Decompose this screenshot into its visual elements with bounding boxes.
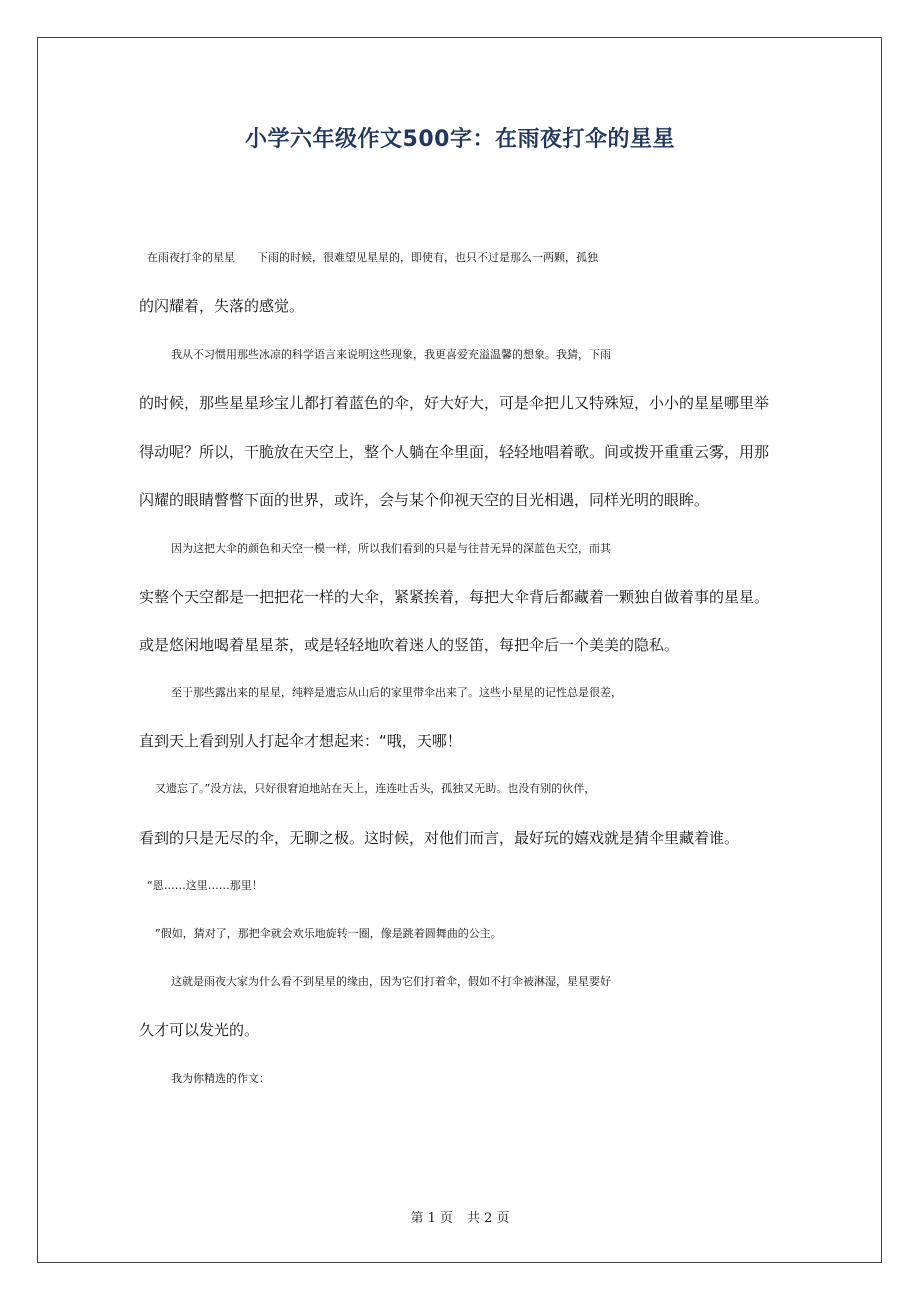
text-line: 至于那些露出来的星星，纯粹是遗忘从山后的家里带伞出来了。这些小星星的记性总是很差， (171, 686, 622, 699)
text-line: 直到天上看到别人打起伞才想起来：“哦，天哪！ (139, 732, 462, 750)
text-line: “恩……这里……那里！ (147, 879, 263, 892)
page-total: 共 2 页 (467, 1211, 510, 1226)
text-line: 得动呢？所以，干脆放在天空上，整个人躺在伞里面，轻轻地唱着歌。间或拨开重重云雾，用那 (139, 443, 770, 461)
text-line: 的闪耀着，失落的感觉。 (139, 297, 305, 315)
text-line: 闪耀的眼睛瞥瞥下面的世界，或许，会与某个仰视天空的目光相遇，同样光明的眼眸。 (139, 491, 710, 509)
text-line: ”假如，猜对了，那把伞就会欢乐地旋转一圈，像是跳着圆舞曲的公主。 (155, 927, 502, 940)
text-line: 我为你精选的作文： (171, 1072, 270, 1085)
text-line: 又遗忘了。”没方法，只好很窘迫地站在天上，连连吐舌头，孤独又无助。也没有别的伙伴， (155, 782, 596, 795)
text-line: 因为这把大伞的颜色和天空一模一样，所以我们看到的只是与往昔无异的深蓝色天空，而其 (171, 542, 611, 555)
text-line: 的时候，那些星星珍宝儿都打着蓝色的伞，好大好大，可是伞把儿又特殊短，小小的星星哪里举 (139, 394, 770, 412)
text-line: 或是悠闲地喝着星星茶，或是轻轻地吹着迷人的竖笛，每把伞后一个美美的隐私。 (139, 636, 680, 654)
text-line: 久才可以发光的。 (139, 1021, 260, 1039)
text-line: 看到的只是无尽的伞，无聊之极。这时候，对他们而言，最好玩的嬉戏就是猜伞里藏着谁。 (139, 829, 740, 847)
text-line: 这就是雨夜大家为什么看不到星星的缘由，因为它们打着伞，假如不打伞被淋湿，星星要好 (171, 975, 611, 988)
page-number: 第 1 页 (410, 1211, 453, 1226)
text-line: 在雨夜打伞的星星 下雨的时候，很难望见星星的，即使有，也只不过是那么一两颗，孤独 (147, 251, 598, 264)
document-title: 小学六年级作文500字：在雨夜打伞的星星 (245, 127, 675, 152)
text-line: 实整个天空都是一把把花一样的大伞，紧紧挨着，每把大伞背后都藏着一颗独自做着事的星星。 (139, 588, 770, 606)
text-line: 我从不习惯用那些冰凉的科学语言来说明这些现象，我更喜爱充溢温馨的想象。我猜，下雨 (171, 348, 611, 361)
page-footer (0, 1207, 920, 1226)
